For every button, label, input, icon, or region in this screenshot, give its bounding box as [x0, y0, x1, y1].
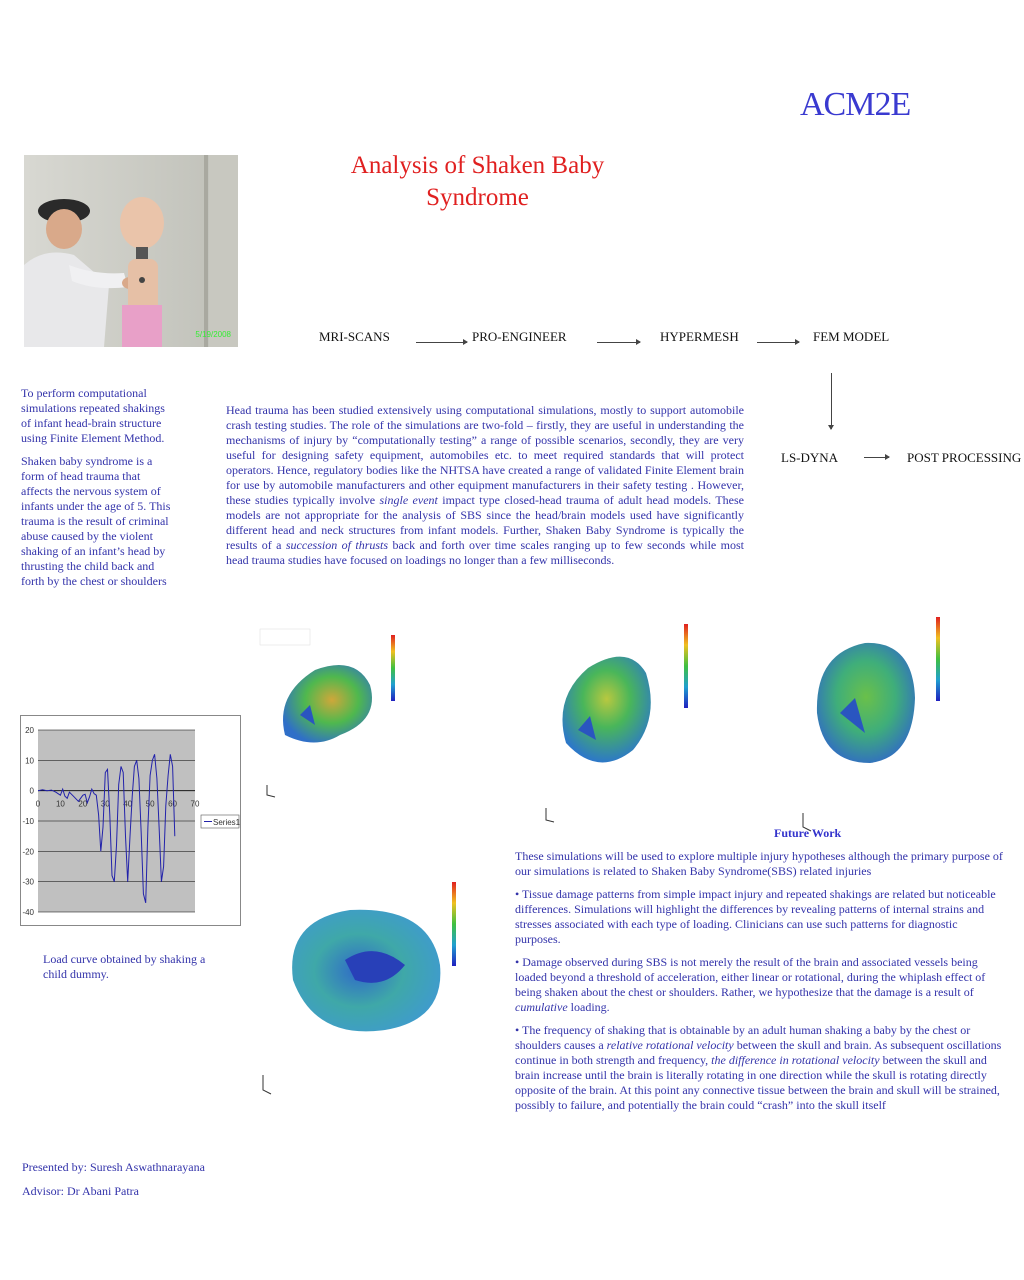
chart-caption: Load curve obtained by shaking a child dummy.: [43, 952, 206, 981]
bullet-3-emphasis-2: the difference in rotational velocity: [711, 1053, 880, 1067]
flow-ls-dyna: LS-DYNA: [781, 450, 839, 465]
objective-text: [21, 386, 171, 597]
y-tick-label: -20: [22, 847, 34, 857]
dummy-photo: [24, 155, 238, 347]
bullet-2-text-2: loading.: [567, 1000, 610, 1014]
flow-arrow-down: [831, 373, 832, 429]
presenter-credit: Presented by: Suresh Aswathnarayana: [22, 1160, 205, 1174]
y-tick-label: 20: [25, 726, 34, 735]
flow-pro-engineer: PRO-ENGINEER: [472, 329, 567, 344]
objective-paragraph: To perform computational simulations repeated shakings of infant head-brain structure using Finite Element Method.: [21, 386, 165, 445]
x-tick-label: 70: [190, 799, 200, 809]
intro-text-2: impact type closed-head trauma of adult head models. These models are not appropriate for the analysis of SBS since the head/brain models used have significantly different head and neck structures from infant models. Further, Shaken Baby Syndrome is typically the results of a: [226, 493, 744, 552]
title-line-2: Syndrome: [426, 184, 529, 211]
future-work-heading: Future Work: [774, 826, 842, 840]
future-bullet-3: [515, 1023, 1005, 1113]
intro-paragraph: [226, 403, 744, 568]
bullet-2-emphasis: cumulative: [515, 1000, 568, 1014]
bullet-3-text-2: between the skull and brain. As subsequent oscillations continue in both strength and frequency,: [515, 1038, 1002, 1067]
intro-emphasis-2: succession of thrusts: [285, 538, 389, 552]
bullet-3-emphasis-1: relative rotational velocity: [606, 1038, 734, 1052]
y-tick-label: 10: [25, 756, 34, 766]
title-line-1: Analysis of Shaken Baby: [350, 152, 605, 179]
simulation-render-2: [538, 618, 698, 823]
flow-fem-model: FEM MODEL: [813, 329, 890, 344]
intro-text-1: Head trauma has been studied extensively using computational simulations, mostly to support automobile crash testing studies. The role of the simulations are two-fold – firstly, they are useful in understanding the mechanisms of injury by “computationally testing” a range of possible scenarios, secondly, they are very useful for designing safety equipment, automobiles etc. to meet required standards that will protect operators. Hence, regulatory bodies like the NHTSA have created a range of validated Finite Element brain for use by automobile manufacturers and other equipment manufacturers in their safety testing . However, these studies typically involve: [226, 403, 744, 507]
intro-emphasis-1: single event: [379, 493, 438, 507]
future-bullet-1: • Tissue damage patterns from simple impact injury and repeated shakings are related but noticeable differences. Simulations will highlight the differences by revealing patterns of internal strains and stresses associated with each type of loading. Clinicians can use such patterns for diagnostic purposes.: [515, 887, 996, 946]
flow-arrow-1: [416, 342, 467, 343]
y-tick-label: -10: [22, 817, 34, 826]
bullet-3-text-1: • The frequency of shaking that is obtainable by an adult human shaking a baby by the chest or shoulders causes a: [515, 1023, 971, 1052]
poster-title: [300, 150, 655, 214]
bullet-2-text-1: • Damage observed during SBS is not merely the result of the brain and associated vessels being loaded beyond a threshold of acceleration, either linear or rotational, during the whiplash effect of being shaken about the chest or shoulders. Rather, we hypothesize that the damage is a result of: [515, 955, 986, 999]
legend-label: Series1: [213, 818, 241, 827]
sbs-definition-paragraph: Shaken baby syndrome is a form of head trauma that affects the nervous system of infants under the age of 5. This trauma is the result of criminal abuse caused by the violent shaking of an infant’s head by thrusting the child back and forth by the chest or shoulders: [21, 454, 171, 588]
load-curve-chart: [20, 715, 242, 927]
legend: [201, 815, 241, 828]
x-tick-label: 10: [55, 799, 65, 809]
simulation-render-4: [255, 870, 465, 1100]
future-intro: These simulations will be used to explore multiple injury hypotheses although the primary purpose of our simulations is related to Shaken Baby Syndrome(SBS) related injuries: [515, 849, 1003, 878]
simulation-render-1: [255, 625, 415, 805]
flow-arrow-3: [757, 342, 799, 343]
y-tick-label: -40: [22, 908, 34, 917]
future-bullet-2: [515, 955, 1005, 1015]
intro-text-3: back and forth over time scales ranging up to few seconds while most head trauma studies have focused on loadings no longer than a few milliseconds.: [226, 538, 744, 567]
bullet-3-text-3: between the skull and brain increase until the brain is literally rotating in one direction while the skull is rotating directly opposite of the brain. At this point any connective tissue between the brain and skull will be strained, possibly to failure, and potentially the brain could “crash” into the skull itself: [515, 1053, 1000, 1112]
x-tick-label: 30: [100, 799, 110, 809]
x-tick-label: 50: [145, 799, 155, 809]
x-tick-label: 20: [78, 799, 88, 809]
advisor-credit: Advisor: Dr Abani Patra: [22, 1184, 139, 1198]
future-work-text: [515, 849, 1005, 1121]
simulation-render-3: [795, 603, 945, 833]
x-tick-label: 0: [35, 799, 41, 809]
flow-mri-scans: MRI-SCANS: [319, 329, 390, 344]
x-tick-label: 40: [123, 799, 133, 809]
x-tick-label: 60: [168, 799, 178, 809]
flow-hypermesh: HYPERMESH: [660, 329, 739, 344]
flow-arrow-2: [597, 342, 640, 343]
logo: ACM2E: [800, 86, 911, 123]
flow-post-processing: POST PROCESSING: [907, 450, 1022, 465]
y-tick-label: -30: [22, 877, 34, 887]
flow-arrow-4: [864, 457, 889, 458]
y-tick-label: 0: [29, 786, 34, 796]
photo-timestamp: 5/19/2008: [195, 330, 231, 339]
dummy-photo-illustration: [24, 155, 238, 347]
